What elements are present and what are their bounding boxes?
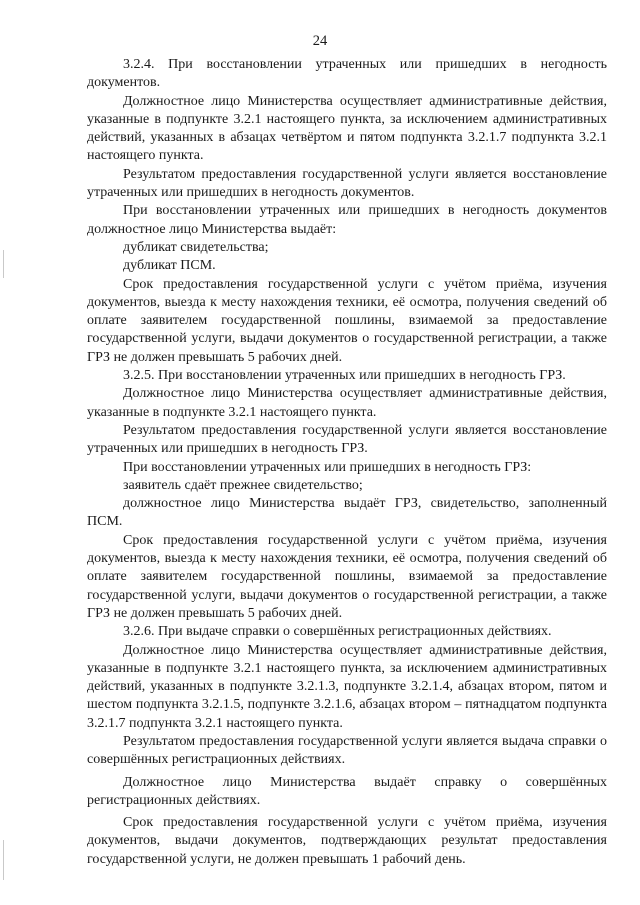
- paragraph: Должностное лицо Министерства осуществляет административные действия, указанные в подпункте 3.2.1 настоящего пункта.: [87, 386, 607, 420]
- paragraph: Результатом предоставления государственной услуги является восстановление утраченных или пришедших в негодность ГРЗ.: [87, 422, 607, 457]
- paragraph: Должностное лицо Министерства выдаёт справку о совершённых регистрационных действиях.: [87, 774, 607, 808]
- list-item: дубликат ПСМ.: [123, 258, 216, 274]
- paragraph: Срок предоставления государственной услуги с учётом приёма, изучения документов, выдачи документов, подтверждающих результат предоставления государственной услуги, не должен превышать 1 рабочий день.: [87, 815, 607, 867]
- list-item: дубликат свидетельства;: [123, 239, 269, 255]
- paragraph: При восстановлении утраченных или пришедших в негодность ГРЗ:: [123, 459, 532, 475]
- page-number: 24: [312, 33, 328, 49]
- paragraph: Должностное лицо Министерства осуществляет административные действия, указанные в подпункте 3.2.1 настоящего пункта, за исключением административных действий, указанных в подпункте 3.2.1.3, подпункте 3.2.1.4, абзацах втором, пятом и шестом подпункта 3.2.1.5, подпункте 3.2.1.6, абзацах втором – пятнадцатом подпункта 3.2.1.7 подпункта 3.2.1 настоящего пункта.: [87, 642, 607, 731]
- document-body: [87, 56, 607, 869]
- paragraph: Результатом предоставления государственной услуги является восстановление утраченных или пришедших в негодность документов.: [87, 166, 607, 201]
- section-heading-3-2-6: 3.2.6. При выдаче справки о совершённых регистрационных действиях.: [123, 624, 552, 640]
- paragraph: Должностное лицо Министерства осуществляет административные действия, указанные в подпункте 3.2.1 настоящего пункта, за исключением административных действий, указанных в абзацах четвёртом и пятом подпункта 3.2.1.7 подпункта 3.2.1 настоящего пункта.: [87, 93, 607, 164]
- scan-edge-mark: [3, 250, 4, 278]
- list-item: заявитель сдаёт прежнее свидетельство;: [123, 477, 363, 493]
- section-heading-3-2-5: 3.2.5. При восстановлении утраченных или пришедших в негодность ГРЗ.: [123, 368, 566, 384]
- paragraph: Срок предоставления государственной услуги с учётом приёма, изучения документов, выезда к месту нахождения техники, её осмотра, получения сведений об оплате заявителем государственной пошлины, взимаемой за предоставление государственной услуги, выдачи документов о государственной регистрации, а также ГРЗ не должен превышать 5 рабочих дней.: [87, 532, 607, 621]
- list-item: должностное лицо Министерства выдаёт ГРЗ, свидетельство, заполненный ПСМ.: [87, 496, 607, 530]
- paragraph: Результатом предоставления государственной услуги является выдача справки о совершённых регистрационных действиях.: [87, 733, 607, 768]
- paragraph: При восстановлении утраченных или пришедших в негодность документов должностное лицо Министерства выдаёт:: [87, 203, 607, 237]
- paragraph: Срок предоставления государственной услуги с учётом приёма, изучения документов, выезда к месту нахождения техники, её осмотра, получения сведений об оплате заявителем государственной пошлины, взимаемой за предоставление государственной услуги, выдачи документов о государственной регистрации, а также ГРЗ не должен превышать 5 рабочих дней.: [87, 276, 607, 365]
- scan-edge-mark: [3, 840, 4, 880]
- section-heading-3-2-4: 3.2.4. При восстановлении утраченных или пришедших в негодность документов.: [87, 57, 607, 91]
